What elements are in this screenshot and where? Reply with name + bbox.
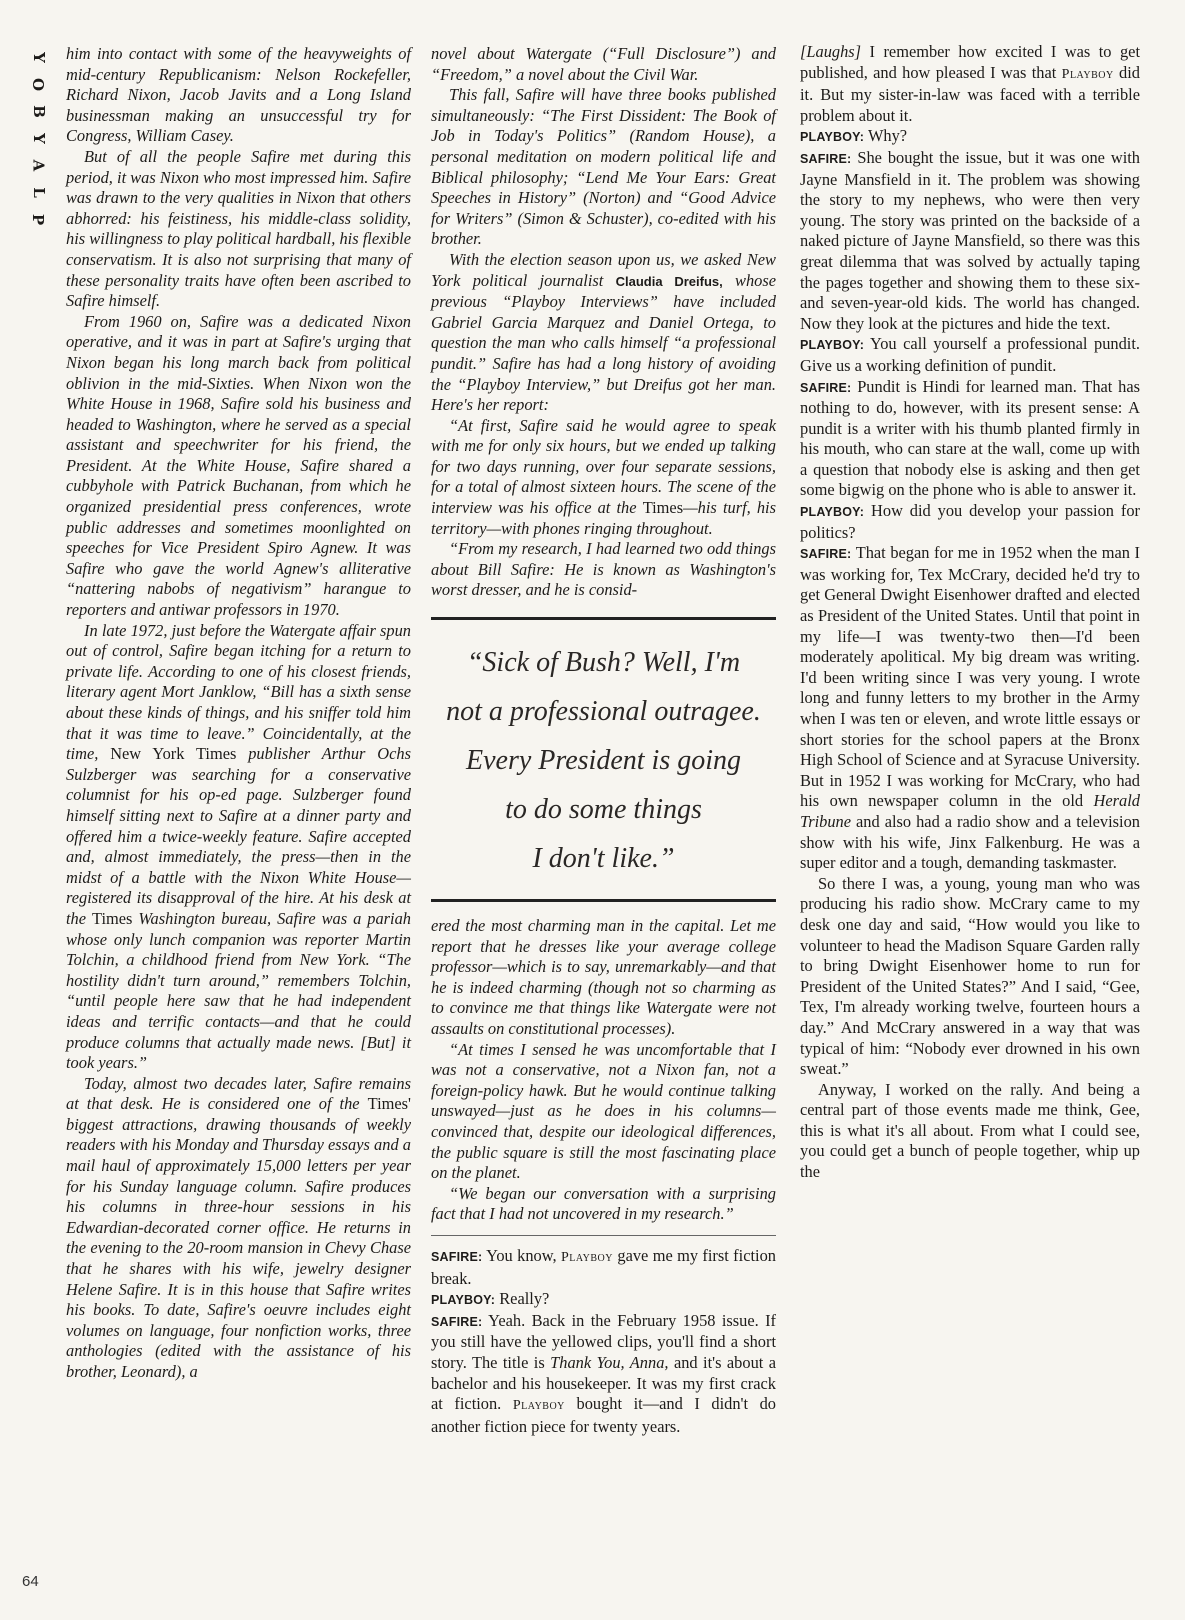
- magazine-name: Playboy: [512, 1398, 565, 1414]
- qa-answer: SAFIRE: Yeah. Back in the February 1958 issue. If you still have the yellowed clips, you'll find a short story. The title is Thank You, Anna, and it's about a bachelor and his housekeeper. It was my first crack at fiction. Playboy bought it—and I didn't do another fiction piece for twenty years.: [431, 1310, 777, 1436]
- interview-qa: [431, 1246, 776, 1437]
- intro-paragraph: This fall, Safire will have three books published simultaneously: “The First Dissident: The Book of Job in Today's Politics” (Random House), a personal meditation on modern political life and Biblical philosophy; “Lend Me Your Ears: Great Speeches in History” (Norton) and “Good Advice for Writers” (Simon & Schuster), co-edited with his brother.: [431, 85, 776, 249]
- intro-paragraph: “We began our conversation with a surprising fact that I had not uncovered in my research.”: [431, 1183, 776, 1224]
- sidebar-letter: A: [29, 159, 48, 172]
- publication-name: New York Times: [110, 744, 237, 764]
- qa-question: PLAYBOY: Really?: [431, 1289, 550, 1309]
- sidebar-letter: Y: [29, 133, 48, 144]
- speaker-label: PLAYBOY:: [800, 505, 865, 520]
- qa-question: PLAYBOY: How did you develop your passion for politics?: [800, 501, 1140, 542]
- intro-paragraph: In late 1972, just before the Watergate affair spun out of control, Safire began itching for a return to private life. According to one of his closest friends, literary agent Mort Janklow, “Bill has a sixth sense about these kinds of things, and his sniffer told him that it was time to leave.” Coincidentally, at the time, New York Times publisher Arthur Ochs Sulzberger was searching for a conservative columnist for his op-ed page. Sulzberger found himself sitting next to Safire at a dinner party and offered him a twice-weekly feature. Safire accepted and, almost immediately, the press—then in the midst of a battle with the Nixon White House—registered its disapproval of the hire. At his desk at the Times Washington bureau, Safire was a pariah whose only lunch companion was reporter Martin Tolchin, a childhood friend from New York. “The hostility didn't turn around,” remembers Tolchin, “until people here saw that he had independent ideas and terrific contacts—and that he could produce columns that actually made news. [But] it took years.”: [66, 620, 411, 1073]
- publication-name: Times: [92, 908, 133, 928]
- speaker-label: SAFIRE:: [431, 1314, 483, 1329]
- qa-answer: SAFIRE: She bought the issue, but it was one with Jayne Mansfield in it. The problem was showing the story to my nephews, who were then very young. The story was printed on the backside of a naked picture of Jayne Mansfield, so there was this great dilemma that was solved by actually taping the pages together and showing them to these six- and seven-year-old kids. The world has changed. Now they look at the pictures and hide the text.: [800, 147, 1140, 333]
- sidebar-letter: P: [29, 213, 48, 226]
- publication-name: Times': [367, 1094, 411, 1114]
- page-number: 64: [22, 1573, 39, 1590]
- intro-column-1: [66, 44, 411, 1383]
- sidebar-letter: B: [29, 105, 48, 118]
- intro-paragraph: But of all the people Safire met during this period, it was Nixon who most impressed him. Safire was drawn to the very qualities in Nixon that others abhorred: his feistiness, his middle-class solidity, his willingness to play political hardball, his flexible conservatism. It is also not surprising that many of these personality traits have often been ascribed to Safire himself.: [66, 146, 411, 311]
- intro-continued: [431, 44, 776, 601]
- intro-paragraph: “At times I sensed he was uncomfortable that I was not a conservative, not a Nixon fan, not a foreign-policy hawk. But he would continue talking unswayed—just as he does in his columns—convinced that, despite our ideological differences, the public square is still the most fascinating place on the planet.: [431, 1039, 776, 1183]
- intro-paragraph: Today, almost two decades later, Safire remains at that desk. He is considered one of the Times' biggest attractions, drawing thousands of weekly readers with his Monday and Thursday essays and a mail haul of approximately 15,000 letters per year for his Sunday language column. Safire produces his columns in three-hour sessions in his Edwardian-decorated corner office. He returns in the evening to the 20-room mansion in Chevy Chase that he shares with his wife, jewelry designer Helene Safire. It is in this house that Safire writes his books. To date, Safire's oeuvre includes eight volumes on language, four nonfiction works, three anthologies (edited with the assistance of his brother, Leonard), a: [66, 1073, 411, 1381]
- intro-paragraph: him into contact with some of the heavyweights of mid-century Republicanism: Nelson Rockefeller, Richard Nixon, Jacob Javits and a Long Island businessman making an unsuccessful try for Congress, William Casey.: [66, 44, 411, 146]
- speaker-label: PLAYBOY:: [800, 338, 865, 353]
- speaker-label: PLAYBOY:: [431, 1293, 496, 1308]
- intro-paragraph: With the election season upon us, we asked New York political journalist Claudia Dreifus, whose previous “Playboy Interviews” have included Gabriel Garcia Marquez and Daniel Ortega, to question the man who calls himself “a professional pundit.” Safire has had a long history of avoiding the “Playboy Interview,” but Dreifus got her man. Here's her report:: [431, 249, 776, 415]
- qa-answer-paragraph: Anyway, I worked on the rally. And being a central part of those events made me think, Gee, this is what it's all about. From what I could see, you could get a bunch of people together, whip up the: [800, 1079, 1140, 1182]
- pull-quote-line: “Sick of Bush? Well, I'm: [466, 647, 741, 679]
- column-2: [431, 44, 776, 1437]
- speaker-label: SAFIRE:: [800, 547, 852, 562]
- qa-answer-paragraph: So there I was, a young, young man who was producing his radio show. McCrary came to my desk one day and said, “How would you like to volunteer to head the Madison Square Garden rally to bring Dwight Eisenhower home to run for President of the United States?” And I said, “Gee, Tex, I'm already working twelve, fourteen hours a day.” And McCrary answered in a way that was typical of him: “Nobody ever drowned in his own sweat.”: [800, 873, 1140, 1079]
- magazine-name: Playboy: [560, 1249, 614, 1265]
- intro-paragraph: From 1960 on, Safire was a dedicated Nixon operative, and it was in part at Safire's urging that Nixon began his long march back from political oblivion in the mid-Sixties. When Nixon won the White House in 1968, Safire sold his business and headed to Washington, where he served as a special assistant and speechwriter for his friend, the President. At the White House, Safire shared a cubbyhole with Patrick Buchanan, from which he organized presidential press conferences, wrote public addresses and sometimes moonlighted on speeches for Vice President Spiro Agnew. It was Safire who gave the world Agnew's alliterative “nattering nabobs of negativism” harangue to reporters and antiwar professors in 1970.: [66, 311, 411, 620]
- author-name: Claudia Dreifus,: [615, 273, 723, 289]
- newspaper-name: Herald Tribune: [800, 791, 1140, 831]
- speaker-label: SAFIRE:: [431, 1249, 483, 1264]
- sidebar-letter: Y: [29, 52, 48, 63]
- magazine-sidebar-title: [22, 44, 48, 233]
- divider: [431, 1235, 776, 1236]
- qa-answer: SAFIRE: You know, Playboy gave me my first fiction break.: [431, 1245, 776, 1288]
- speaker-label: PLAYBOY:: [800, 130, 865, 145]
- pull-quote-line: not a professional outragee.: [446, 696, 761, 728]
- speaker-label: SAFIRE:: [800, 380, 852, 395]
- intro-continued: [431, 916, 776, 1225]
- qa-answer-continued: [Laughs] I remember how excited I was to get published, and how pleased I was that Playboy did it. But my sister-in-law was faced with a terrible problem about it.: [800, 42, 1140, 125]
- pull-quote-line: Every President is going: [465, 745, 741, 777]
- sidebar-letter: O: [29, 77, 48, 92]
- intro-paragraph: “At first, Safire said he would agree to speak with me for only six hours, but we ended up talking for two days running, over four separate sessions, for a total of almost sixteen hours. The scene of the interview was his office at the Times—his turf, his territory—with phones ringing throughout.: [431, 415, 776, 538]
- pull-quote-line: to do some things: [505, 794, 702, 826]
- sidebar-letter: L: [29, 187, 48, 198]
- magazine-name: Playboy: [1061, 66, 1114, 82]
- qa-question: PLAYBOY: Why?: [800, 126, 908, 146]
- intro-paragraph: novel about Watergate (“Full Disclosure”) and “Freedom,” a novel about the Civil War.: [431, 44, 776, 84]
- intro-paragraph: “From my research, I had learned two odd things about Bill Safire: He is known as Washington's worst dresser, and he is consid-: [431, 539, 776, 600]
- pull-quote: [431, 617, 776, 902]
- column-3: [800, 42, 1140, 1183]
- speaker-label: SAFIRE:: [800, 151, 852, 166]
- story-title: Thank You, Anna,: [550, 1352, 669, 1372]
- intro-paragraph: ered the most charming man in the capital. Let me report that he dresses like your average college professor—which is to say, unremarkably—and that he is indeed charming (though not so charming as to convince me that things like Watergate were not assaults on constitutional processes).: [431, 916, 776, 1038]
- qa-answer: SAFIRE: That began for me in 1952 when the man I was working for, Tex McCrary, decided he'd try to get General Dwight Eisenhower drafted and elected as President of the United States. Until that point in my life—I was twenty-two then—I'd been moderately apolitical. My big dream was writing. I'd been writing since I was very young. I wrote long and funny letters to my brother in the Army when I was ten or eleven, and wrote little essays or short stories for the school papers at the Bronx High School of Science and at Syracuse University. But in 1952 I was working for McCrary, who had his own newspaper column in the old Herald Tribune and also had a radio show and a television show with his wife, Jinx Falkenburg. He was a super editor and a tough, demanding taskmaster.: [800, 543, 1140, 873]
- qa-answer: SAFIRE: Pundit is Hindi for learned man. That has nothing to do, however, with its present sense: A pundit is a writer with his thumb planted firmly in his mouth, who can stare at the wall, come up with a question that nobody else is asking and then get some bigwig on the phone who is able to answer it.: [800, 376, 1140, 500]
- publication-name: Times: [642, 498, 684, 518]
- qa-question: PLAYBOY: You call yourself a professional pundit. Give us a working definition of pundit.: [800, 334, 1140, 375]
- pull-quote-line: I don't like.”: [532, 843, 675, 875]
